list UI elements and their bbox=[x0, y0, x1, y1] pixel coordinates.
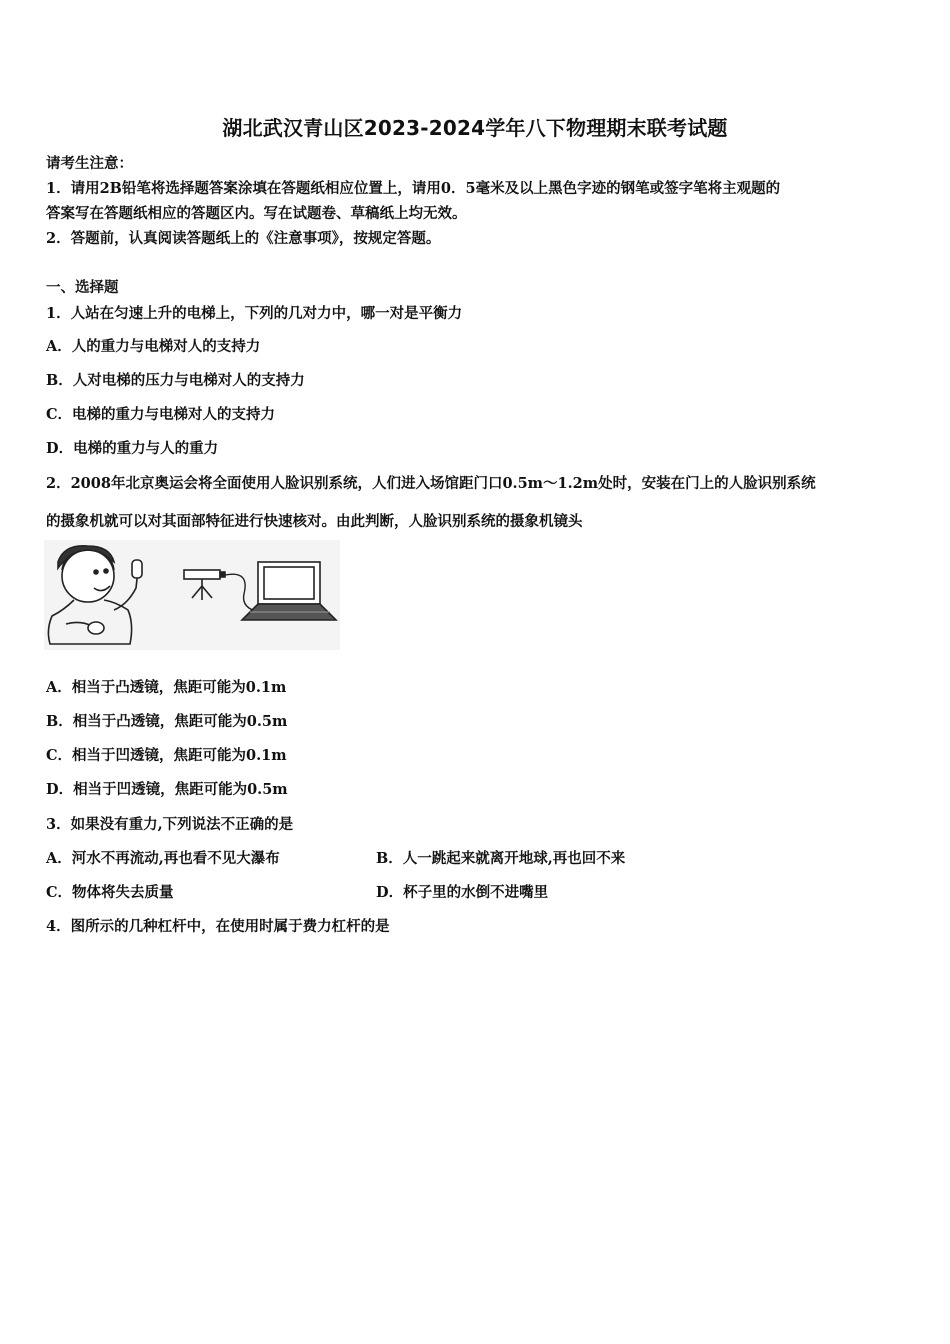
notice-item-1-line-2: 答案写在答题纸相应的答题区内。写在试题卷、草稿纸上均无效。 bbox=[46, 205, 467, 222]
question-3-stem: 3．如果没有重力,下列说法不正确的是 bbox=[46, 816, 294, 833]
notice-item-1-line-1: 1．请用2B铅笔将选择题答案涂填在答题纸相应位置上，请用0．5毫米及以上黑色字迹的钢笔或签字笔将主观题的 bbox=[46, 180, 781, 197]
question-3-option-c: C．物体将失去质量 bbox=[46, 884, 174, 901]
section-heading: 一、选择题 bbox=[46, 279, 119, 296]
question-3-option-d: D．杯子里的水倒不进嘴里 bbox=[376, 884, 549, 901]
question-2-option-b: B．相当于凸透镜，焦距可能为0.5m bbox=[46, 713, 288, 730]
question-3-option-a: A．河水不再流动,再也看不见大瀑布 bbox=[46, 850, 280, 867]
question-2-stem-line-2: 的摄象机就可以对其面部特征进行快速核对。由此判断，人脸识别系统的摄象机镜头 bbox=[46, 513, 583, 530]
notice-item-2: 2．答题前，认真阅读答题纸上的《注意事项》，按规定答题。 bbox=[46, 230, 441, 247]
question-1-option-a: A．人的重力与电梯对人的支持力 bbox=[46, 338, 261, 355]
face-recognition-figure bbox=[44, 540, 340, 650]
question-1-option-b: B．人对电梯的压力与电梯对人的支持力 bbox=[46, 372, 305, 389]
question-1-option-d: D．电梯的重力与人的重力 bbox=[46, 440, 219, 457]
question-3-option-b: B．人一跳起来就离开地球,再也回不来 bbox=[376, 850, 626, 867]
question-1-stem: 1．人站在匀速上升的电梯上，下列的几对力中，哪一对是平衡力 bbox=[46, 305, 463, 322]
question-2-option-a: A．相当于凸透镜，焦距可能为0.1m bbox=[46, 679, 287, 696]
page-title: 湖北武汉青山区2023-2024学年八下物理期末联考试题 bbox=[222, 116, 728, 140]
question-2-option-d: D．相当于凹透镜，焦距可能为0.5m bbox=[46, 781, 288, 798]
question-2-option-c: C．相当于凹透镜，焦距可能为0.1m bbox=[46, 747, 287, 764]
notice-heading: 请考生注意： bbox=[46, 155, 133, 172]
question-4-stem: 4．图所示的几种杠杆中，在使用时属于费力杠杆的是 bbox=[46, 918, 390, 935]
question-1-option-c: C．电梯的重力与电梯对人的支持力 bbox=[46, 406, 276, 423]
question-2-stem-line-1: 2．2008年北京奥运会将全面使用人脸识别系统，人们进入场馆距门口0.5m～1.2m处时，安装在门上的人脸识别系统 bbox=[46, 475, 816, 492]
